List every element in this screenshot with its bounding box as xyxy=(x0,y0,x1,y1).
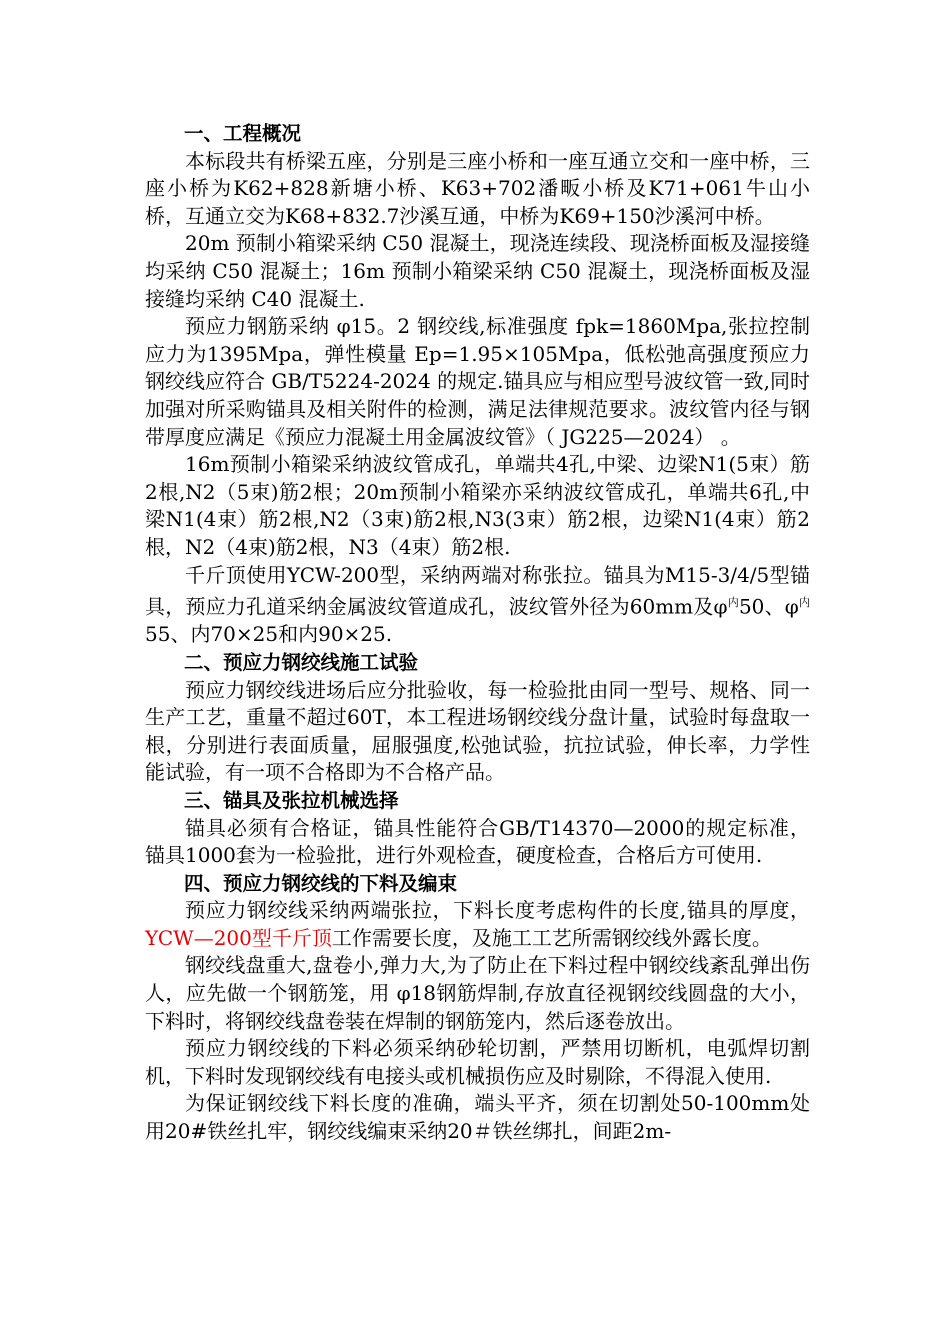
document-page xyxy=(145,120,810,1146)
paragraph-duct-holes: 16m预制小箱梁采纳波纹管成孔，单端共4孔,中梁、边梁N1(5束）筋2根,N2（5束)筋2根；20m预制小箱梁亦采纳波纹管成孔，单端共6孔,中梁N1(4束）筋2根,N2（3束)筋2根,N3(3束）筋2根，边梁N1(4束）筋2根，N2（4束)筋2根，N3（4束）筋2根. xyxy=(145,452,810,559)
paragraph-anchor: 锚具必须有合格证，锚具性能符合GB/T14370—2000的规定标准，锚具1000套为一检验批，进行外观检查，硬度检查，合格后方可使用. xyxy=(145,815,810,868)
cutting-text-a: 预应力钢绞线采纳两端张拉，下料长度考虑构件的长度,锚具的厚度， xyxy=(185,898,810,923)
jack-sup-b: 内 xyxy=(798,596,811,610)
paragraph-grinding-cut: 预应力钢绞线的下料必须采纳砂轮切割，严禁用切断机，电弧焊切割机，下料时发现钢绞线有电接头或机械损伤应及时剔除，不得混入使用. xyxy=(145,1036,810,1088)
paragraph-strand-acceptance: 预应力钢绞线进场后应分批验收，每一检验批由同一型号、规格、同一生产工艺，重量不超过60T，本工程进场钢绞线分盘计量，试验时每盘取一根，分别进行表面质量，屈服强度,松弛试验，抗拉试验，伸长率，力学性能试验，有一项不合格即为不合格产品。 xyxy=(145,677,810,785)
jack-sup-a: 内 xyxy=(727,596,739,610)
section-heading-project-overview: 一、工程概况 xyxy=(184,122,302,145)
paragraph-strand-cage: 钢绞线盘重大,盘卷小,弹力大,为了防止在下料过程中钢绞线紊乱弹出伤人，应先做一个钢筋笼，用 φ18钢筋焊制,存放直径视钢绞线圆盘的大小，下料时，将钢绞线盘卷装在焊制的钢筋笼内，然后逐卷放出。 xyxy=(145,953,810,1033)
section-heading-strand-test: 二、预应力钢绞线施工试验 xyxy=(184,650,419,674)
paragraph-cutting-length xyxy=(145,897,810,952)
cutting-text-b: 工作需要长度，及施工工艺所需钢绞线外露长度。 xyxy=(331,925,772,950)
paragraph-jack xyxy=(145,562,810,649)
highlighted-jack-text: YCW—200型千斤顶 xyxy=(145,925,332,950)
paragraph-concrete: 20m 预制小箱梁采纳 C50 混凝土，现浇连续段、现浇桥面板及湿接缝均采纳 C50 混凝土；16m 预制小箱梁采纳 C50 混凝土，现浇桥面板及湿接缝均采纳 C40 混凝土. xyxy=(145,231,810,311)
jack-text-c: 55、内70×25和内90×25. xyxy=(145,622,393,647)
paragraph-bridges: 本标段共有桥梁五座，分别是三座小桥和一座互通立交和一座中桥，三座小桥为K62+828新塘小桥、K63+702潘畈小桥及K71+061牛山小桥，互通立交为K68+832.7沙溪互通，中桥为K69+150沙溪河中桥。 xyxy=(145,148,810,228)
paragraph-prestress-steel: 预应力钢筋采纳 φ15。2 钢绞线,标准强度 fpk=1860Mpa,张拉控制应力为1395Mpa，弹性模量 Ep=1.95×105Mpa，低松弛高强度预应力钢绞线应符合 GB/T5224-2024 的规定.锚具应与相应型号波纹管一致,同时加强对所采购锚具及相关附件的检测，满足法律规范要求。波纹管内径与钢带厚度应满足《预应力混凝土用金属波纹管》（ JG225—2024） 。 xyxy=(145,314,810,449)
jack-text-b: 50、φ xyxy=(738,594,799,619)
section-heading-anchor-selection: 三、锚具及张拉机械选择 xyxy=(184,788,399,812)
section-heading-cutting-bundling: 四、预应力钢绞线的下料及编束 xyxy=(184,871,458,895)
paragraph-wire-tie: 为保证钢绞线下料长度的准确，端头平齐，须在切割处50-100mm处用20#铁丝扎牢，钢绞线编束采纳20＃铁丝绑扎，间距2m- xyxy=(145,1091,810,1144)
jack-text-a: 千斤顶使用YCW-200型，采纳两端对称张拉。锚具为M15-3/4/5型锚具，预应力孔道采纳金属波纹管道成孔，波纹管外径为60mm及φ xyxy=(145,562,810,619)
